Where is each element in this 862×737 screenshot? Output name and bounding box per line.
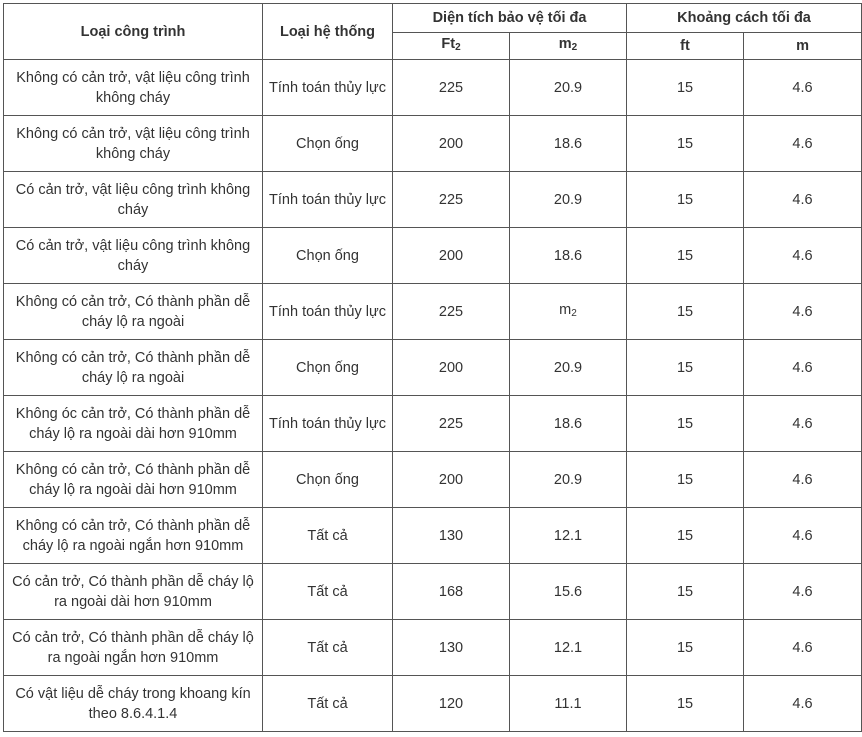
sprinkler-spacing-table: [3, 3, 862, 732]
cell-area-m2-text: m: [559, 301, 572, 318]
cell-building-type-text: Không óc cản trở, Có thành phần dễ cháy lộ ra ngoài dài hơn 910mm: [15, 405, 251, 442]
cell-system-type-text: Chọn ống: [296, 247, 359, 264]
table-row: [4, 116, 862, 172]
cell-area-m2-text: 20.9: [553, 471, 583, 488]
cell-building-type: [4, 620, 263, 676]
cell-building-type-text: Không có cản trở, vật liệu công trình không cháy: [16, 125, 250, 162]
cell-area-ft2: [393, 116, 510, 172]
cell-area-m2: [510, 452, 627, 508]
cell-area-m2-text: 20.9: [553, 191, 583, 208]
cell-system-type-text: Tất cả: [307, 527, 348, 544]
cell-distance-m-text: 4.6: [792, 79, 813, 96]
cell-distance-ft: [627, 508, 744, 564]
cell-distance-m: [744, 676, 862, 732]
cell-distance-ft-text: 15: [676, 695, 694, 712]
cell-system-type: [263, 452, 393, 508]
cell-distance-ft: [627, 396, 744, 452]
cell-distance-m: [744, 172, 862, 228]
cell-distance-m: [744, 620, 862, 676]
cell-area-ft2-text: 200: [438, 359, 464, 376]
cell-building-type: [4, 396, 263, 452]
cell-system-type: [263, 228, 393, 284]
table-row: [4, 620, 862, 676]
cell-distance-ft-text: 15: [676, 135, 694, 152]
cell-distance-ft: [627, 116, 744, 172]
header-row-top: [4, 4, 862, 33]
cell-area-ft2: [393, 620, 510, 676]
cell-distance-ft-text: 15: [676, 191, 694, 208]
cell-area-ft2: [393, 340, 510, 396]
cell-distance-m-text: 4.6: [792, 695, 813, 712]
cell-area-ft2: [393, 396, 510, 452]
cell-area-m2: [510, 116, 627, 172]
cell-area-ft2-text: 120: [438, 695, 464, 712]
cell-area-ft2-text: 168: [438, 583, 464, 600]
cell-area-ft2-text: 130: [438, 639, 464, 656]
cell-area-ft2-text: 200: [438, 135, 464, 152]
cell-area-ft2: [393, 228, 510, 284]
cell-system-type-text: Tính toán thủy lực: [269, 191, 386, 208]
cell-area-m2-text: 20.9: [553, 359, 583, 376]
cell-distance-m-text: 4.6: [792, 583, 813, 600]
cell-area-m2-text: 18.6: [553, 247, 583, 264]
cell-system-type-text: Tất cả: [307, 583, 348, 600]
table-body: [4, 60, 862, 732]
cell-area-ft2-text: 200: [438, 247, 464, 264]
cell-area-ft2: [393, 508, 510, 564]
cell-building-type-text: Không có cản trở, Có thành phần dễ cháy lộ ra ngoài: [15, 349, 251, 386]
cell-building-type-text: Có cản trở, vật liệu công trình không cháy: [15, 181, 251, 218]
cell-distance-m: [744, 452, 862, 508]
cell-system-type-text: Chọn ống: [296, 359, 359, 376]
cell-distance-ft-text: 15: [676, 639, 694, 656]
cell-building-type: [4, 564, 263, 620]
cell-building-type: [4, 172, 263, 228]
cell-system-type-text: Tính toán thủy lực: [269, 415, 386, 432]
cell-distance-m: [744, 116, 862, 172]
header-system-type: Loại hệ thống: [263, 4, 393, 60]
unit-label: Ft: [441, 36, 456, 52]
cell-distance-ft: [627, 676, 744, 732]
cell-area-m2: [510, 676, 627, 732]
cell-system-type: [263, 508, 393, 564]
cell-building-type-text: Có cản trở, vật liệu công trình không cháy: [15, 237, 251, 274]
cell-area-ft2: [393, 172, 510, 228]
cell-distance-m: [744, 564, 862, 620]
cell-distance-ft: [627, 228, 744, 284]
cell-system-type-text: Tính toán thủy lực: [269, 303, 386, 320]
cell-area-m2: [510, 284, 627, 340]
cell-distance-ft: [627, 564, 744, 620]
cell-area-ft2: [393, 564, 510, 620]
header-area-ft2: [393, 33, 510, 60]
cell-distance-ft-text: 15: [676, 527, 694, 544]
cell-distance-m: [744, 60, 862, 116]
cell-area-ft2-text: 225: [438, 415, 464, 432]
cell-building-type-text: Không có cản trở, Có thành phần dễ cháy lộ ra ngoài: [15, 293, 251, 330]
cell-area-m2: [510, 564, 627, 620]
cell-area-m2-text: 11.1: [554, 695, 582, 712]
cell-area-m2: [510, 396, 627, 452]
cell-distance-ft-text: 15: [676, 303, 694, 320]
cell-building-type-text: Có vật liệu dễ cháy trong khoang kín theo 8.6.4.1.4: [15, 685, 251, 722]
header-building-type: Loại công trình: [4, 4, 263, 60]
cell-system-type: [263, 340, 393, 396]
cell-area-ft2: [393, 60, 510, 116]
cell-area-ft2: [393, 452, 510, 508]
cell-building-type-text: Có cản trở, Có thành phần dễ cháy lộ ra ngoài ngắn hơn 910mm: [12, 629, 254, 666]
header-max-distance: Khoảng cách tối đa: [627, 4, 862, 33]
cell-area-m2-text: 12.1: [553, 527, 583, 544]
cell-system-type-text: Tất cả: [307, 639, 348, 656]
cell-distance-ft-text: 15: [676, 471, 694, 488]
cell-area-m2: [510, 508, 627, 564]
cell-system-type: [263, 676, 393, 732]
table-row: [4, 340, 862, 396]
cell-distance-ft: [627, 620, 744, 676]
cell-building-type: [4, 508, 263, 564]
cell-area-m2-text: 18.6: [553, 415, 583, 432]
cell-area-m2: [510, 60, 627, 116]
cell-area-ft2-text: 225: [438, 79, 464, 96]
cell-distance-m-text: 4.6: [792, 135, 813, 152]
cell-distance-m-text: 4.6: [792, 415, 813, 432]
table-row: [4, 508, 862, 564]
cell-system-type: [263, 60, 393, 116]
cell-system-type: [263, 284, 393, 340]
cell-area-m2-text: 18.6: [553, 135, 583, 152]
cell-area-m2: [510, 340, 627, 396]
cell-distance-ft-text: 15: [676, 359, 694, 376]
cell-distance-m: [744, 284, 862, 340]
table-row: [4, 564, 862, 620]
cell-area-m2-text: 20.9: [553, 79, 583, 96]
cell-building-type: [4, 60, 263, 116]
cell-distance-ft-text: 15: [676, 79, 694, 96]
cell-distance-ft-text: 15: [676, 415, 694, 432]
cell-area-m2: [510, 172, 627, 228]
cell-building-type: [4, 228, 263, 284]
cell-area-ft2-text: 225: [438, 303, 464, 320]
cell-distance-ft: [627, 452, 744, 508]
cell-building-type: [4, 452, 263, 508]
cell-area-ft2: [393, 284, 510, 340]
unit-label: m: [558, 36, 572, 52]
cell-distance-m: [744, 508, 862, 564]
cell-area-ft2: [393, 676, 510, 732]
unit-subscript: 2: [571, 42, 578, 53]
table-row: [4, 676, 862, 732]
header-distance-m: m: [744, 33, 862, 60]
unit-subscript: 2: [571, 307, 577, 319]
cell-distance-m-text: 4.6: [792, 191, 813, 208]
cell-system-type: [263, 620, 393, 676]
cell-distance-m-text: 4.6: [792, 303, 813, 320]
table-row: [4, 172, 862, 228]
table-row: [4, 60, 862, 116]
cell-area-m2: [510, 620, 627, 676]
header-max-protection-area: Diện tích bảo vệ tối đa: [393, 4, 627, 33]
cell-building-type-text: Không có cản trở, Có thành phần dễ cháy lộ ra ngoài dài hơn 910mm: [15, 461, 251, 498]
cell-building-type: [4, 340, 263, 396]
cell-system-type: [263, 564, 393, 620]
cell-system-type-text: Tính toán thủy lực: [269, 79, 386, 96]
cell-system-type: [263, 396, 393, 452]
cell-distance-m: [744, 228, 862, 284]
cell-area-m2-text: 12.1: [553, 639, 583, 656]
table-row: [4, 284, 862, 340]
cell-building-type-text: Có cản trở, Có thành phần dễ cháy lộ ra ngoài dài hơn 910mm: [12, 573, 254, 610]
cell-building-type: [4, 676, 263, 732]
cell-area-ft2-text: 225: [438, 191, 464, 208]
cell-area-ft2-text: 130: [438, 527, 464, 544]
unit-subscript: 2: [455, 42, 461, 53]
cell-area-m2-text: 15.6: [553, 583, 583, 600]
table-row: [4, 228, 862, 284]
cell-distance-ft: [627, 284, 744, 340]
cell-distance-m-text: 4.6: [792, 471, 813, 488]
cell-distance-m-text: 4.6: [792, 639, 813, 656]
cell-distance-ft: [627, 340, 744, 396]
table-row: [4, 452, 862, 508]
cell-distance-m-text: 4.6: [792, 359, 813, 376]
cell-distance-m-text: 4.6: [792, 527, 813, 544]
cell-building-type: [4, 284, 263, 340]
cell-system-type-text: Tất cả: [307, 695, 348, 712]
cell-distance-ft: [627, 172, 744, 228]
table-row: [4, 396, 862, 452]
cell-area-m2: [510, 228, 627, 284]
cell-system-type-text: Chọn ống: [296, 135, 359, 152]
cell-system-type-text: Chọn ống: [296, 471, 359, 488]
cell-distance-m: [744, 340, 862, 396]
cell-building-type: [4, 116, 263, 172]
cell-distance-ft-text: 15: [676, 583, 694, 600]
cell-distance-ft-text: 15: [676, 247, 694, 264]
cell-system-type: [263, 116, 393, 172]
cell-distance-m: [744, 396, 862, 452]
header-distance-ft: ft: [627, 33, 744, 60]
header-area-m2: [510, 33, 627, 60]
cell-distance-ft: [627, 60, 744, 116]
cell-building-type-text: Không có cản trở, Có thành phần dễ cháy lộ ra ngoài ngắn hơn 910mm: [15, 517, 251, 554]
cell-system-type: [263, 172, 393, 228]
cell-building-type-text: Không có cản trở, vật liệu công trình không cháy: [16, 69, 250, 106]
cell-distance-m-text: 4.6: [792, 247, 813, 264]
cell-area-ft2-text: 200: [438, 471, 464, 488]
